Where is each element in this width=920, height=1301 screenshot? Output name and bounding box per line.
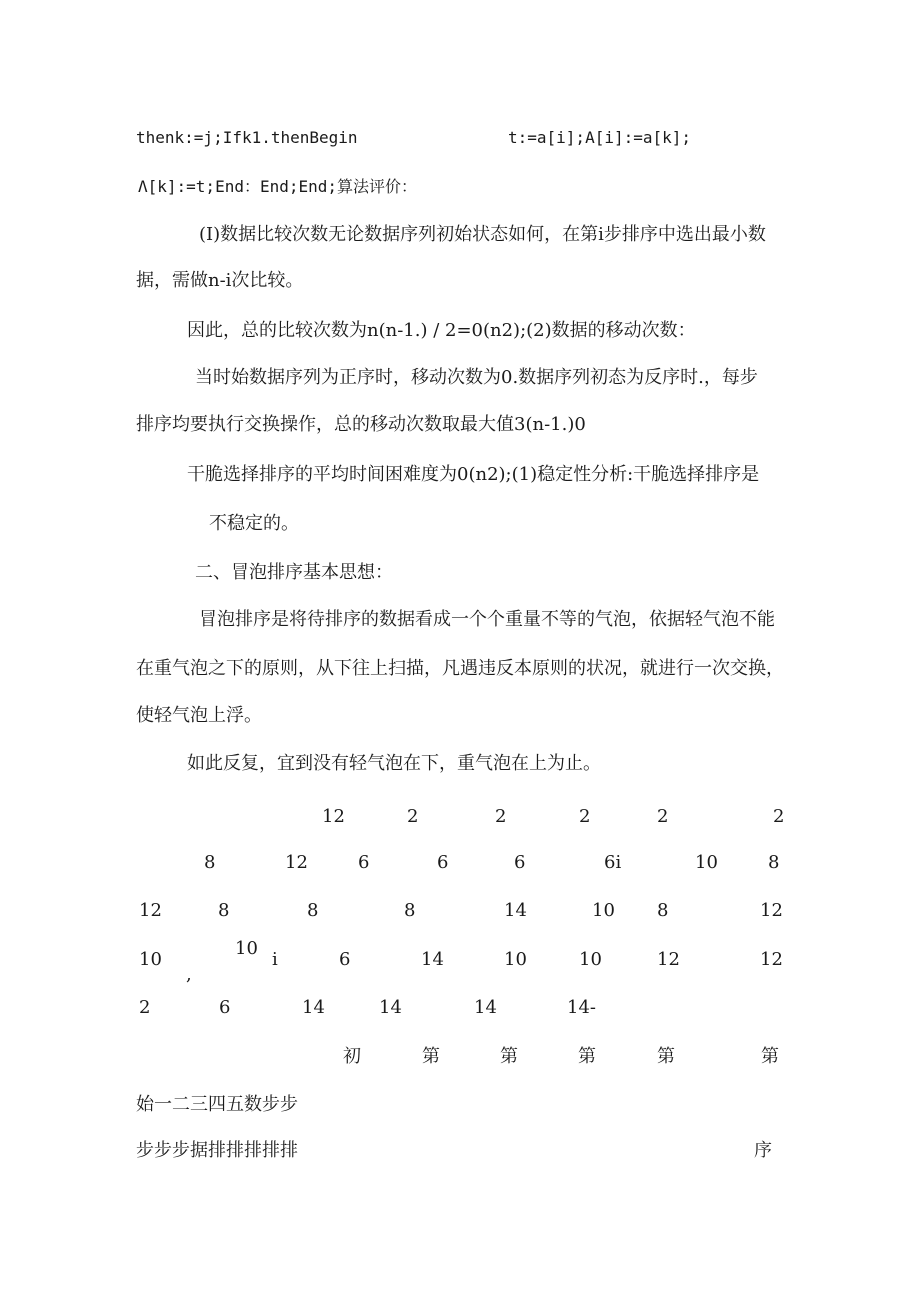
table-row-labels: 始一二三四五数步步 (136, 1094, 298, 1115)
table-cell: 第 (500, 1046, 518, 1067)
paragraph-5-line-2: 在重气泡之下的原则，从下往上扫描，凡遇违反本原则的状况，就进行一次交换， (136, 658, 784, 679)
table-cell: 10 (139, 949, 162, 970)
table-cell: 14 (379, 997, 402, 1018)
table-cell: 初 (343, 1046, 361, 1067)
table-cell: 12 (760, 900, 783, 921)
table-cell: 8 (204, 852, 216, 873)
paragraph-1-line-2: 据，需做n-i次比较。 (136, 270, 304, 291)
table-cell: 8 (404, 900, 416, 921)
table-cell: 第 (422, 1046, 440, 1067)
paragraph-6: 如此反复，宜到没有轻气泡在下，重气泡在上为止。 (187, 753, 601, 774)
table-cell: 2 (495, 806, 507, 827)
table-cell: 序 (754, 1140, 772, 1161)
table-cell: 12 (285, 852, 308, 873)
table-cell: 8 (768, 852, 780, 873)
table-cell: 10 (592, 900, 615, 921)
paragraph-2: 因此，总的比较次数为n(n-1.) / 2=0(n2);(2)数据的移动次数： (187, 320, 696, 341)
table-cell: 6i (604, 852, 622, 873)
paragraph-1-line-1: (I)数据比较次数无论数据序列初始状态如何，在第i步排序中选出最小数 (199, 224, 766, 245)
table-cell: 14- (567, 997, 596, 1018)
table-cell: 10 (504, 949, 527, 970)
table-cell: 10 (579, 949, 602, 970)
table-cell: 14 (302, 997, 325, 1018)
table-cell: 8 (657, 900, 669, 921)
table-cell: 10 (695, 852, 718, 873)
table-cell: 2 (139, 997, 151, 1018)
paragraph-3-line-2: 排序均要执行交换操作，总的移动次数取最大值3(n-1.)0 (136, 414, 586, 435)
table-cell: 8 (307, 900, 319, 921)
table-cell: 2 (773, 806, 785, 827)
table-cell: 第 (578, 1046, 596, 1067)
paragraph-3-line-1: 当时始数据序列为正序时，移动次数为0.数据序列初态为反序时.，每步 (195, 367, 758, 388)
table-cell: , (186, 964, 192, 985)
table-cell: 12 (139, 900, 162, 921)
table-cell: 6 (358, 852, 370, 873)
table-cell: 2 (579, 806, 591, 827)
table-cell: 12 (657, 949, 680, 970)
code-line-1-left: thenk:=j;Ifk1.thenBegin (136, 128, 358, 147)
paragraph-4-line-2: 不稳定的。 (209, 513, 299, 534)
table-cell: 12 (760, 949, 783, 970)
table-row-labels: 步步步据排排排排排 (136, 1140, 298, 1161)
table-cell: 6 (514, 852, 526, 873)
table-cell: 6 (437, 852, 449, 873)
section-heading: 二、冒泡排序基本思想： (195, 562, 393, 583)
table-cell: 14 (504, 900, 527, 921)
paragraph-4-line-1: 干脆选择排序的平均时间困难度为0(n2);(1)稳定性分析:干脆选择排序是 (187, 464, 760, 485)
code-line-1-right: t:=a[i];A[i]:=a[k]; (508, 128, 692, 147)
paragraph-5-line-1: 冒泡排序是将待排序的数据看成一个个重量不等的气泡，依据轻气泡不能 (199, 609, 775, 630)
table-cell: 14 (474, 997, 497, 1018)
table-cell: 第 (761, 1046, 779, 1067)
table-cell: 2 (407, 806, 419, 827)
table-cell: 12 (322, 806, 345, 827)
table-cell: 14 (421, 949, 444, 970)
table-cell: 2 (657, 806, 669, 827)
table-cell: 8 (218, 900, 230, 921)
code-line-2: Λ[k]:=t;End：End;End;算法评价： (138, 177, 418, 196)
table-cell: 10 (235, 938, 258, 959)
table-cell: 6 (339, 949, 351, 970)
table-cell: 6 (219, 997, 231, 1018)
table-cell: 第 (657, 1046, 675, 1067)
paragraph-5-line-3: 使轻气泡上浮。 (136, 705, 262, 726)
table-cell: i (272, 949, 278, 970)
